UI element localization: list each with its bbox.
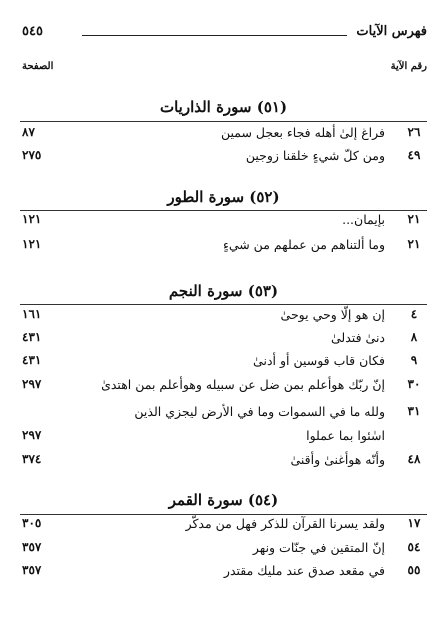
ayah-text: وأنّه هوأغنىٰ وأقنىٰ: [290, 452, 385, 467]
ayah-number: ٤٩: [407, 148, 421, 162]
page-ref: ٢٩٧: [22, 428, 42, 442]
table-row: [0, 212, 447, 232]
table-row: [0, 377, 447, 397]
ayah-number: ٢١: [407, 212, 421, 226]
ayah-number: ٢٦: [407, 125, 421, 139]
page-ref: ٣٧٤: [22, 452, 42, 466]
section-rule: [20, 304, 427, 305]
surah-heading: (٥١) سورة الذاريات: [159, 98, 288, 116]
table-row: [0, 540, 447, 560]
ayah-text: ولله ما في السموات وما في الأرض ليجزي الذين: [134, 404, 385, 419]
table-row: [0, 125, 447, 145]
surah-heading: (٥٢) سورة الطور: [167, 188, 280, 206]
table-row: [0, 307, 447, 327]
ayah-number: ٤: [410, 307, 418, 321]
ayah-text: فكان قاب قوسين أو أدنىٰ: [253, 353, 385, 368]
page-number: ٥٤٥: [22, 24, 43, 39]
ayah-number: ٨: [410, 330, 418, 344]
page-ref: ٢٧٥: [22, 148, 42, 162]
table-row: [0, 353, 447, 373]
ayah-number: ٣١: [407, 404, 421, 418]
table-row: [0, 563, 447, 583]
section-rule: [20, 514, 427, 515]
ayah-text: في مقعد صدق عند مليك مقتدر: [223, 563, 385, 578]
ayah-text: إنّ ربّك هوأعلم بمن ضل عن سبيله وهوأعلم بمن اهتدىٰ: [101, 377, 385, 392]
table-row: [0, 330, 447, 350]
ayah-text: بإيمان...: [342, 212, 385, 227]
table-row: [0, 404, 447, 424]
ayah-text: ومن كلّ شيءٍ خلقنا زوجين: [245, 148, 385, 163]
page-ref: ٤٣١: [22, 330, 42, 344]
page-ref: ٤٣١: [22, 353, 42, 367]
ayah-text: فراغ إلىٰ أهله فجاء بعجل سمين: [220, 125, 385, 140]
section-rule: [20, 210, 427, 211]
page-ref: ١٦١: [22, 307, 42, 321]
header-rule: [82, 35, 347, 36]
page-ref: ١٢١: [22, 237, 42, 251]
surah-heading: (٥٤) سورة القمر: [168, 491, 279, 509]
surah-heading: (٥٣) سورة النجم: [168, 282, 279, 300]
page-ref: ٣٥٧: [22, 540, 42, 554]
ayah-number: ١٧: [407, 516, 421, 530]
ayah-number: ٥٤: [407, 540, 421, 554]
column-heading-ayah-number: رقم الآية: [390, 61, 427, 72]
page-ref: ٣٠٥: [22, 516, 42, 530]
table-row: [0, 452, 447, 472]
ayah-text: دنىٰ فتدلىٰ: [331, 330, 385, 345]
page-ref: ٨٧: [22, 125, 35, 139]
table-row: [0, 428, 447, 448]
ayah-text: إنّ المتقين في جنّات ونهر: [252, 540, 385, 555]
section-rule: [20, 121, 427, 122]
page-ref: ١٢١: [22, 212, 42, 226]
ayah-text: ولقد يسرنا القرآن للذكر فهل من مدكّر: [185, 516, 385, 531]
page-ref: ٣٥٧: [22, 563, 42, 577]
page-ref: ٢٩٧: [22, 377, 42, 391]
ayah-number: ٥٥: [407, 563, 421, 577]
table-row: [0, 237, 447, 257]
page-header-title: فهرس الآيات: [356, 24, 427, 39]
table-row: [0, 516, 447, 536]
ayah-text: اسٰئوا بما عملوا: [306, 428, 385, 443]
ayah-number: ٤٨: [407, 452, 421, 466]
ayah-number: ٩: [410, 353, 418, 367]
ayah-text: وما ألتناهم من عملهم من شيءٍ: [222, 237, 385, 252]
ayah-text: إن هو إلّا وحي يوحىٰ: [280, 307, 385, 322]
ayah-number: ٢١: [407, 237, 421, 251]
table-row: [0, 148, 447, 168]
ayah-number: ٣٠: [407, 377, 421, 391]
column-heading-page: الصفحة: [22, 61, 54, 72]
